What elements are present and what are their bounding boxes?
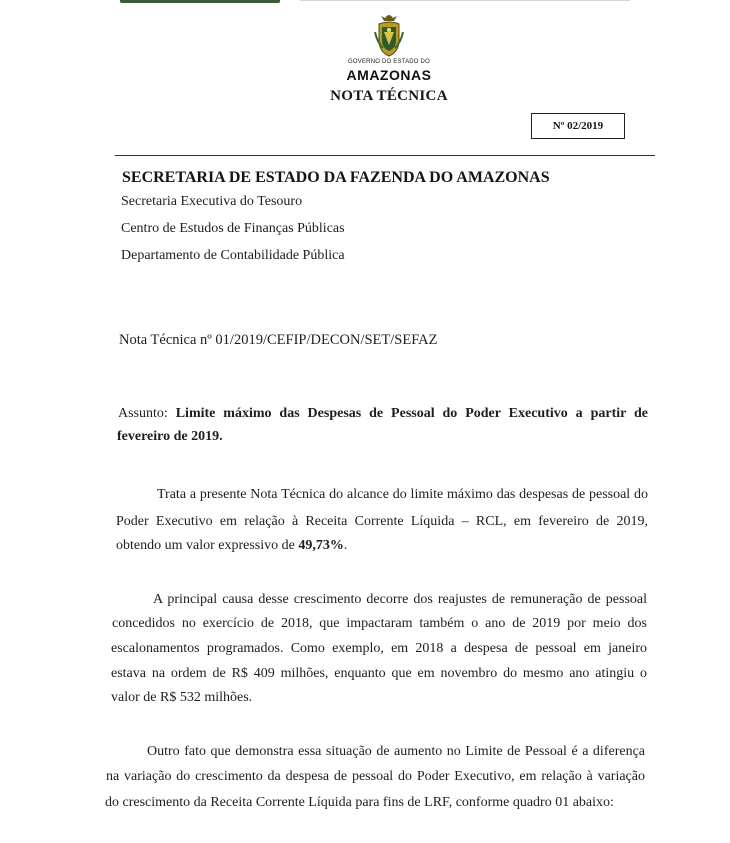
top-edge-mark (120, 0, 280, 3)
paragraph-2-line-5: valor de R$ 532 milhões. (111, 690, 253, 705)
org-line-decon: Departamento de Contabilidade Pública (121, 248, 345, 263)
paragraph-1-line-2: Poder Executivo em relação à Receita Corrente Líquida – RCL, em fevereiro de 2019, (116, 514, 648, 529)
paragraph-3-line-2: na variação do crescimento da despesa de pessoal do Poder Executivo, em relação à variação (106, 769, 645, 784)
rcl-percentage-value: 49,73% (298, 538, 344, 553)
subject-line-1 (118, 406, 648, 422)
subject-text-2: fevereiro de 2019. (117, 429, 223, 444)
document-type: NOTA TÉCNICA (330, 88, 448, 104)
amazonas-coat-of-arms-icon (371, 12, 407, 58)
top-edge-shadow (300, 0, 630, 1)
paragraph-1-line-3-end: . (343, 538, 348, 553)
document-number-box: Nº 02/2019 (531, 113, 625, 139)
paragraph-1-line-1: Trata a presente Nota Técnica do alcance do limite máximo das despesas de pessoal do (157, 487, 648, 502)
org-line-cefip: Centro de Estudos de Finanças Públicas (121, 221, 345, 236)
org-line-tesouro: Secretaria Executiva do Tesouro (121, 194, 303, 209)
subject-label: Assunto: (118, 406, 168, 421)
paragraph-2-line-3: escalonamentos programados. Como exemplo, em 2018 a despesa de pessoal em janeiro (111, 641, 647, 656)
secretaria-title: SECRETARIA DE ESTADO DA FAZENDA DO AMAZONAS (122, 169, 550, 186)
paragraph-2-line-2: concedidos no exercício de 2018, que impactaram também o ano de 2019 por meio dos (112, 616, 647, 631)
paragraph-3-line-3: do crescimento da Receita Corrente Líquida para fins de LRF, conforme quadro 01 abaixo: (105, 795, 614, 810)
paragraph-2-line-1: A principal causa desse crescimento decorre dos reajustes de remuneração de pessoal (153, 592, 647, 607)
subject-text-1: Limite máximo das Despesas de Pessoal do Poder Executivo a partir de (175, 406, 648, 421)
header-rule (115, 155, 655, 156)
government-label: GOVERNO DO ESTADO DO (348, 59, 430, 65)
paragraph-2-line-4: estava na ordem de R$ 409 milhões, enquanto que em novembro do mesmo ano atingiu o (111, 666, 647, 681)
state-name: AMAZONAS (346, 67, 432, 83)
paragraph-3-line-1: Outro fato que demonstra essa situação de aumento no Limite de Pessoal é a diferença (147, 744, 645, 759)
reference-line: Nota Técnica nº 01/2019/CEFIP/DECON/SET/SEFAZ (119, 332, 438, 348)
paragraph-1-line-3 (116, 538, 347, 554)
paragraph-1-line-3-text: obtendo um valor expressivo de (116, 538, 299, 553)
